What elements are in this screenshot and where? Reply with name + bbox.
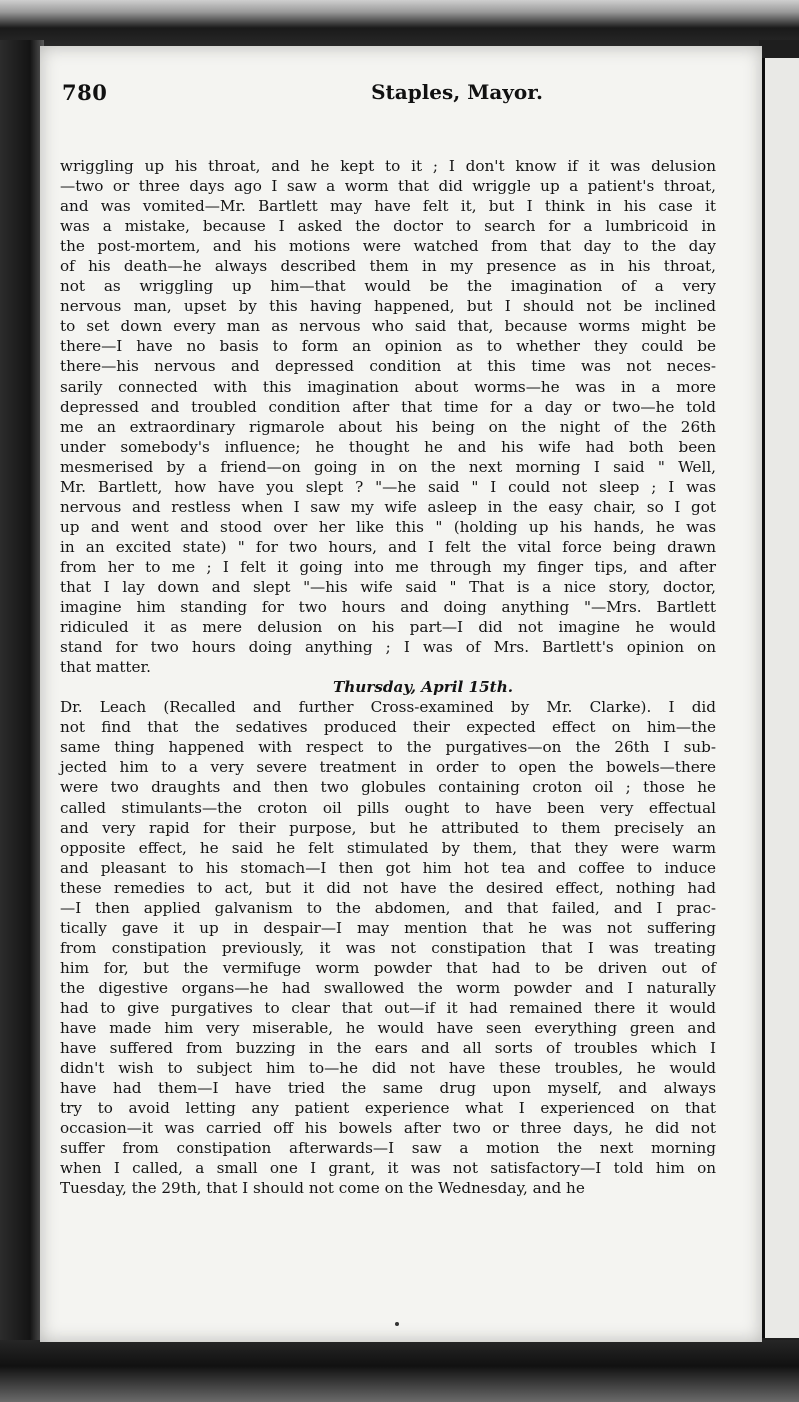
text-line: that matter. [60,658,151,677]
text-line: the digestive organs—he had swallowed the worm powder and I naturally [60,978,716,997]
text-line: wriggling up his throat, and he kept to it ; I don't know if it was delusion [60,157,716,175]
facing-page-edge [762,58,799,1338]
text-line: were two draughts and then two globules containing croton oil ; those he [60,778,716,797]
text-line: under somebody's influence; he thought he and his wife had both been [60,437,716,456]
text-line: when I called, a small one I grant, it was not satisfactory—I told him on [60,1159,716,1178]
text-line: occasion—it was carried off his bowels after two or three days, he did not [60,1119,716,1138]
paragraph-cross-examination [60,697,716,1198]
paragraph-testimony [60,156,716,677]
body-text [60,156,716,1198]
text-line: —two or three days ago I saw a worm that did wriggle up a patient's throat, [60,177,716,196]
scan-left-edge [0,40,44,1350]
running-head: Staples, Mayor. [371,80,543,104]
text-line: Mr. Bartlett, how have you slept ? "—he said " I could not sleep ; I was [60,477,716,496]
text-line: and very rapid for their purpose, but he attributed to them precisely an [60,818,716,837]
text-line: there—I have no basis to form an opinion as to whether they could be [60,337,716,356]
text-line: nervous man, upset by this having happened, but I should not be inclined [60,297,716,316]
text-line: from her to me ; I felt it going into me through my finger tips, and after [60,557,716,576]
text-line: jected him to a very severe treatment in order to open the bowels—there [60,758,716,777]
text-line: to set down every man as nervous who said that, because worms might be [60,317,716,336]
text-line: Tuesday, the 29th, that I should not come on the Wednesday, and he [60,1179,585,1198]
text-line: same thing happened with respect to the purgatives—on the 26th I sub- [60,738,716,757]
text-line: imagine him standing for two hours and doing anything "—Mrs. Bartlett [60,598,716,617]
text-line: sarily connected with this imagination about worms—he was in a more [60,377,716,396]
text-line: depressed and troubled condition after that time for a day or two—he told [60,397,716,416]
text-line: these remedies to act, but it did not have the desired effect, nothing had [60,878,716,897]
text-line: nervous and restless when I saw my wife asleep in the easy chair, so I got [60,497,716,516]
text-line: that I lay down and slept "—his wife said " That is a nice story, doctor, [60,577,716,596]
text-line: from constipation previously, it was not constipation that I was treating [60,938,716,957]
text-line: —I then applied galvanism to the abdomen, and that failed, and I prac- [60,898,716,917]
page-header [62,80,702,110]
text-line: in an excited state) " for two hours, and I felt the vital force being drawn [60,537,716,556]
text-line: there—his nervous and depressed condition at this time was not neces- [60,357,716,376]
text-line: suffer from constipation afterwards—I saw a motion the next morning [60,1139,716,1158]
scan-bottom-edge [0,1340,799,1402]
text-line: didn't wish to subject him to—he did not have these troubles, he would [60,1059,716,1078]
text-line: mesmerised by a friend—on going in on the next morning I said " Well, [60,457,716,476]
page-mark [395,1322,399,1326]
text-line: called stimulants—the croton oil pills ought to have been very effectual [60,798,716,817]
page-number: 780 [62,80,108,105]
text-line: tically gave it up in despair—I may mention that he was not suffering [60,918,716,937]
text-line: and pleasant to his stomach—I then got him hot tea and coffee to induce [60,858,716,877]
text-line: had to give purgatives to clear that out—if it had remained there it would [60,998,716,1017]
text-line: Dr. Leach (Recalled and further Cross-examined by Mr. Clarke). I did [60,698,716,717]
text-line: opposite effect, he said he felt stimulated by them, that they were warm [60,838,716,857]
text-line: not find that the sedatives produced their expected effect on him—the [60,718,716,737]
text-line: up and went and stood over her like this " (holding up his hands, he was [60,517,716,536]
text-line: have made him very miserable, he would have seen everything green and [60,1019,716,1038]
date-subheading: Thursday, April 15th. [332,678,514,697]
scan-top-edge [0,0,799,48]
text-line: have suffered from buzzing in the ears and all sorts of troubles which I [60,1039,716,1058]
text-line: have had them—I have tried the same drug upon myself, and always [60,1079,716,1098]
text-line: and was vomited—Mr. Bartlett may have felt it, but I think in his case it [60,197,716,216]
text-line: was a mistake, because I asked the doctor to search for a lumbricoid in [60,217,716,236]
text-line: try to avoid letting any patient experience what I experienced on that [60,1099,716,1118]
text-line: stand for two hours doing anything ; I was of Mrs. Bartlett's opinion on [60,638,716,657]
text-line: not as wriggling up him—that would be the imagination of a very [60,277,716,296]
text-line: him for, but the vermifuge worm powder that had to be driven out of [60,958,716,977]
text-line: me an extraordinary rigmarole about his being on the night of the 26th [60,417,716,436]
text-line: ridiculed it as mere delusion on his part—I did not imagine he would [60,618,716,637]
text-line: of his death—he always described them in my presence as in his throat, [60,257,716,276]
text-line: the post-mortem, and his motions were watched from that day to the day [60,237,716,256]
